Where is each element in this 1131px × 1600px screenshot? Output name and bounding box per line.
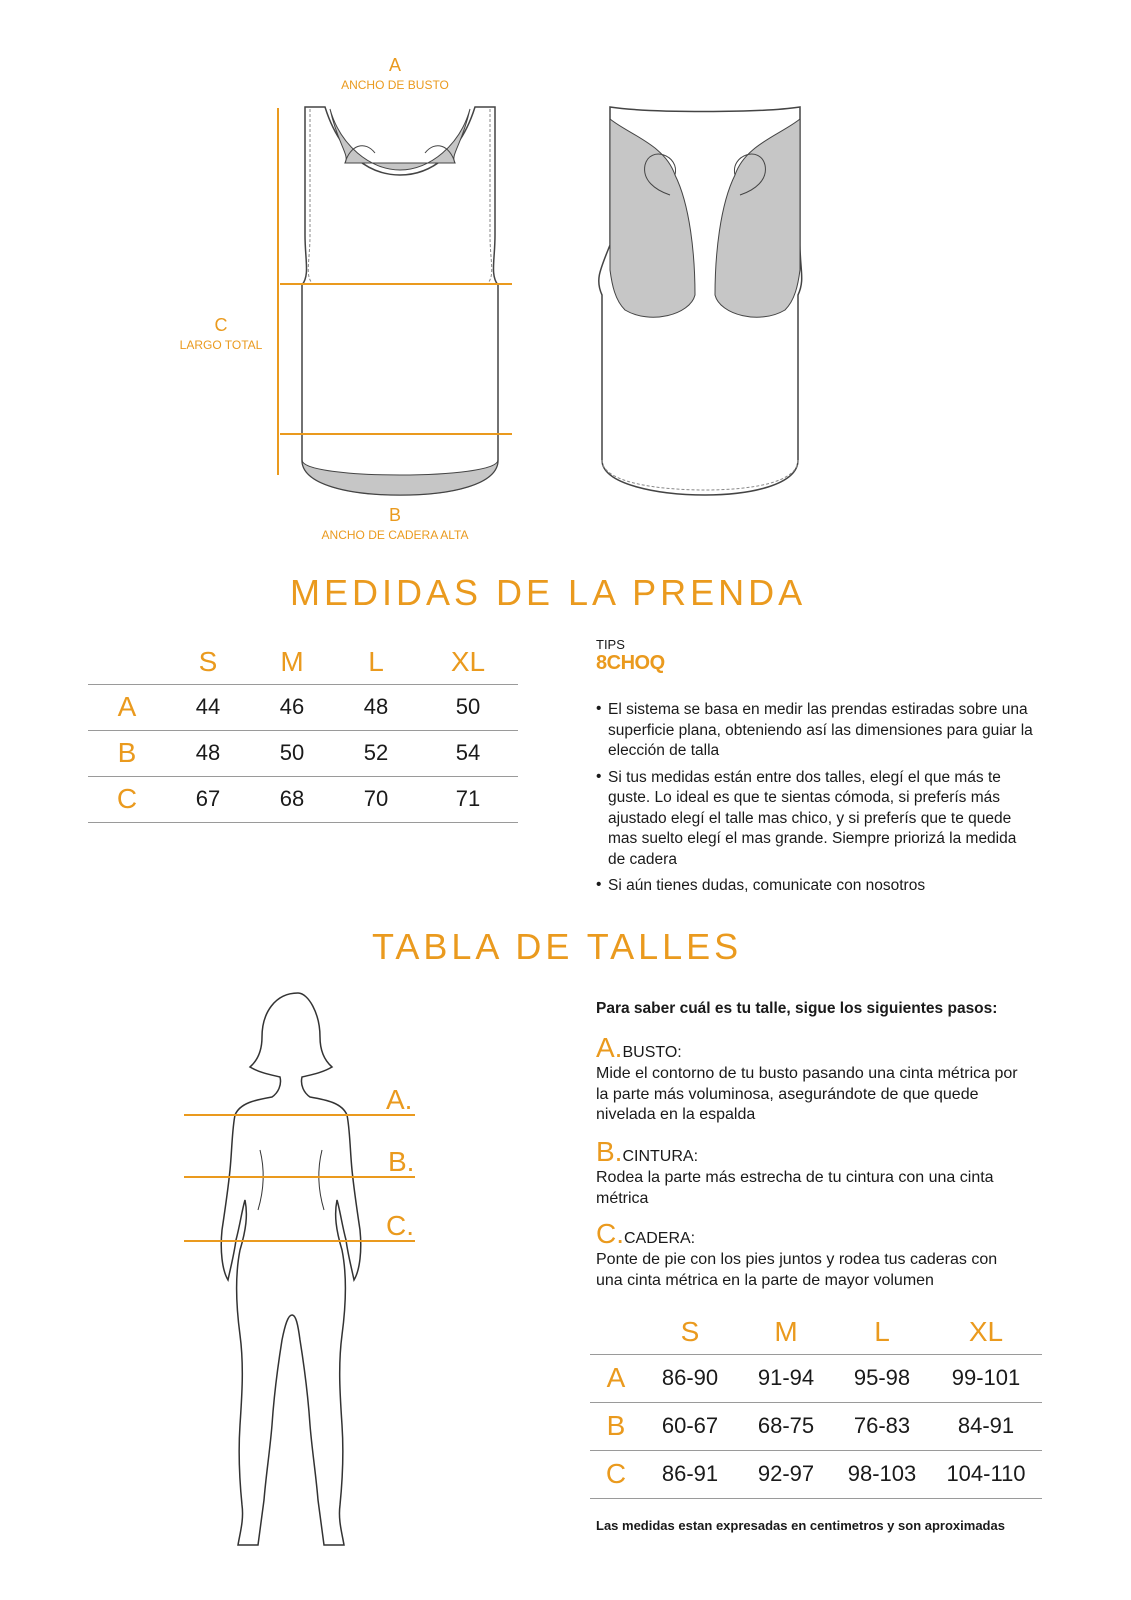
tank-back-drawing <box>590 95 820 505</box>
step-letter: B. <box>596 1136 623 1167</box>
table-row <box>88 684 518 730</box>
table-cell: 50 <box>250 730 334 776</box>
talles-header-row <box>590 1310 1042 1354</box>
step-a <box>596 1032 1026 1126</box>
tip-item: • Si tus medidas están entre dos talles, elegí el que más te guste. Lo ideal es que te sientas cómoda, si preferís más ajustado elegí el talle mas chico, y si preferís que te quede mas suelto elegí el mas grande. Siempre priorizá la medida de cadera <box>596 768 1036 871</box>
size-header: L <box>874 1315 890 1347</box>
brand-logo: 8CHOQ <box>596 652 665 674</box>
table-cell: 44 <box>166 684 250 730</box>
row-label: A <box>590 1354 642 1402</box>
step-text: Ponte de pie con los pies juntos y rodea tus caderas con una cinta métrica en la parte de mayor volumen <box>596 1251 998 1289</box>
table-cell: 86-90 <box>642 1354 738 1402</box>
size-header: S <box>198 645 218 677</box>
tips-list <box>596 700 1036 903</box>
talles-title: TABLA DE TALLES <box>372 926 743 967</box>
step-letter: A. <box>596 1032 623 1063</box>
row-label: B <box>88 730 166 776</box>
label-c-letter: C <box>214 315 228 335</box>
table-row <box>88 776 518 822</box>
table-cell: 76-83 <box>834 1402 930 1450</box>
step-title: BUSTO: <box>622 1044 682 1061</box>
row-label: C <box>88 776 166 822</box>
step-text: Rodea la parte más estrecha de tu cintura con una cinta métrica <box>596 1169 994 1207</box>
medidas-title: MEDIDAS DE LA PRENDA <box>290 572 807 613</box>
table-cell: 48 <box>334 684 418 730</box>
label-a-letter: A <box>388 55 401 75</box>
step-title: CADERA: <box>624 1230 696 1247</box>
label-b-letter: B <box>388 505 401 525</box>
table-cell: 54 <box>418 730 518 776</box>
table-cell: 84-91 <box>930 1402 1042 1450</box>
tips-label: TIPS <box>596 637 625 652</box>
body-label-a: A. <box>386 1084 413 1115</box>
step-title: CINTURA: <box>622 1148 699 1165</box>
table-cell: 95-98 <box>834 1354 930 1402</box>
table-row <box>88 730 518 776</box>
medidas-header-row <box>88 640 518 684</box>
table-cell: 68 <box>250 776 334 822</box>
table-cell: 50 <box>418 684 518 730</box>
table-cell: 86-91 <box>642 1450 738 1498</box>
size-header: M <box>774 1315 798 1347</box>
tip-item: • Si aún tienes dudas, comunicate con nosotros <box>596 876 1036 897</box>
step-b <box>596 1136 1026 1209</box>
table-cell: 98-103 <box>834 1450 930 1498</box>
table-cell: 68-75 <box>738 1402 834 1450</box>
size-header: M <box>280 645 304 677</box>
table-cell: 104-110 <box>930 1450 1042 1498</box>
row-label: B <box>590 1402 642 1450</box>
step-text: Mide el contorno de tu busto pasando una cinta métrica por la parte más voluminosa, asegurándote de que quede nivelada en la espalda <box>596 1065 1018 1123</box>
tip-item: • El sistema se basa en medir las prendas estiradas sobre una superficie plana, obteniendo así las dimensiones para guiar la elección de talla <box>596 700 1036 762</box>
footnote: Las medidas estan expresadas en centimetros y son aproximadas <box>596 1518 1005 1533</box>
measure-lines <box>270 100 520 490</box>
body-label-b: B. <box>388 1146 415 1177</box>
table-row <box>590 1450 1042 1498</box>
table-cell: 48 <box>166 730 250 776</box>
body-silhouette <box>180 985 430 1565</box>
table-cell: 67 <box>166 776 250 822</box>
label-b-caption: ANCHO DE CADERA ALTA <box>321 528 469 542</box>
step-c <box>596 1218 1026 1291</box>
medidas-table <box>88 640 518 823</box>
table-cell: 91-94 <box>738 1354 834 1402</box>
table-cell: 52 <box>334 730 418 776</box>
talles-table <box>590 1310 1042 1499</box>
steps-intro: Para saber cuál es tu talle, sigue los siguientes pasos: <box>596 1000 998 1017</box>
table-cell: 46 <box>250 684 334 730</box>
label-a-caption: ANCHO DE BUSTO <box>341 78 449 92</box>
size-header: L <box>368 645 384 677</box>
table-row <box>590 1354 1042 1402</box>
table-row <box>590 1402 1042 1450</box>
step-letter: C. <box>596 1218 624 1249</box>
table-cell: 60-67 <box>642 1402 738 1450</box>
size-header: S <box>680 1315 700 1347</box>
size-header: XL <box>450 645 486 677</box>
table-cell: 99-101 <box>930 1354 1042 1402</box>
table-cell: 92-97 <box>738 1450 834 1498</box>
body-label-c: C. <box>386 1210 414 1241</box>
table-cell: 71 <box>418 776 518 822</box>
label-c-caption: LARGO TOTAL <box>179 338 263 352</box>
size-header: XL <box>968 1315 1004 1347</box>
row-label: A <box>88 684 166 730</box>
table-cell: 70 <box>334 776 418 822</box>
row-label: C <box>590 1450 642 1498</box>
